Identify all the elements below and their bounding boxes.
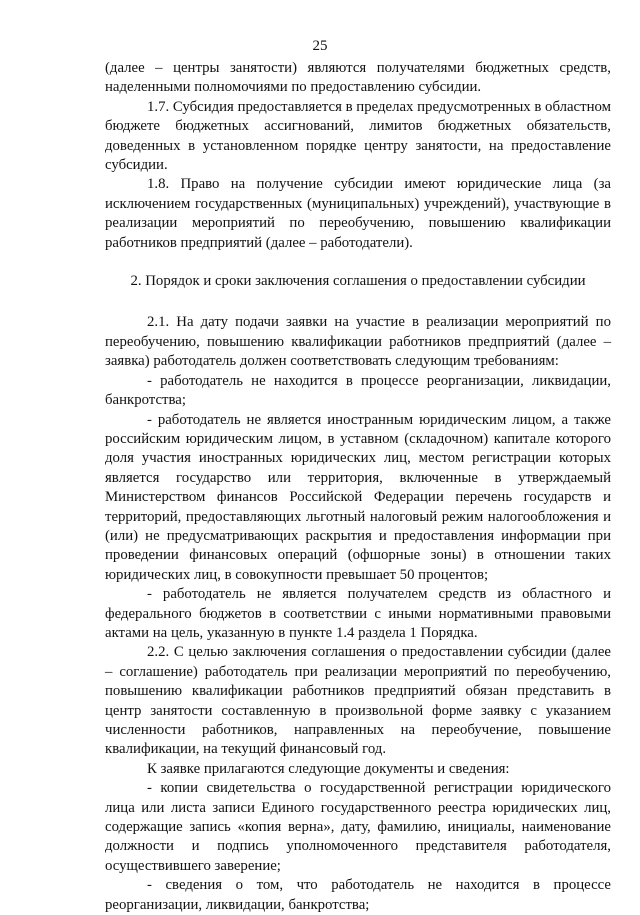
requirement-item-foreign-entity: - работодатель не является иностранным юридическим лицом, а также российским юридическим лицом, в уставном (складочном) капитале которого доля участия иностранных юридических лиц, местом регистрации которых является государство или территория, включенные в утверждаемый Министерством финансов Российской Федерации перечень государств и территорий, предоставляющих льготный налоговый режим налогообложения и (или) не предусматривающих раскрытия и предоставления информации при проведении финансовых операций (офшорные зоны) в отношении таких юридических лиц, в совокупности превышает 50 процентов;	[105, 411, 611, 583]
paragraph-1-7: 1.7. Субсидия предоставляется в пределах предусмотренных в областном бюджете бюджетных ассигнований, лимитов бюджетных обязательств, доведенных в установленном порядке центру занятости, на предоставление субсидии.	[105, 98, 611, 174]
documents-intro: К заявке прилагаются следующие документы и сведения:	[147, 760, 510, 777]
document-item-registration-copy: - копии свидетельства о государственной регистрации юридического лица или листа записи Единого государственного реестра юридических лиц, содержащие запись «копия верна», дату, фамилию, инициалы, наименование должности и подпись уполномоченного представителя работодателя, осуществившего заверение;	[105, 780, 611, 874]
requirement-item-bankruptcy: - работодатель не находится в процессе реорганизации, ликвидации, банкротства;	[105, 372, 611, 409]
page-number: 25	[312, 38, 328, 54]
paragraph-continuation: (далее – центры занятости) являются получателями бюджетных средств, наделенными полномочиями по предоставлению субсидии.	[105, 60, 611, 96]
document-item-status-info: - сведения о том, что работодатель не находится в процессе реорганизации, ликвидации, банкротства;	[105, 877, 611, 913]
paragraph-2-1: 2.1. На дату подачи заявки на участие в реализации мероприятий по переобучению, повышению квалификации работников предприятий (далее – заявка) работодатель должен соответствовать следующим требованиям:	[105, 314, 611, 370]
paragraph-2-2: 2.2. С целью заключения соглашения о предоставлении субсидии (далее – соглашение) работодатель при реализации мероприятий по переобучению, повышению квалификации работников предприятий обязан представить в центр занятости составленную в произвольной форме заявку с указанием численности работников, направленных на переобучение, повышение квалификации, на текущий финансовый год.	[105, 644, 611, 758]
document-body	[105, 59, 611, 915]
section-heading: 2. Порядок и сроки заключения соглашения о предоставлении субсидии	[130, 273, 586, 290]
paragraph-1-8: 1.8. Право на получение субсидии имеют юридические лица (за исключением государственных (муниципальных) учреждений), участвующие в реализации мероприятий по переобучению, повышению квалификации работников предприятий (далее – работодатели).	[105, 176, 611, 251]
requirement-item-budget-funds: - работодатель не является получателем средств из областного и федерального бюджетов в соответствии с иными нормативными правовыми актами на цель, указанную в пункте 1.4 раздела 1 Порядка.	[105, 586, 611, 641]
